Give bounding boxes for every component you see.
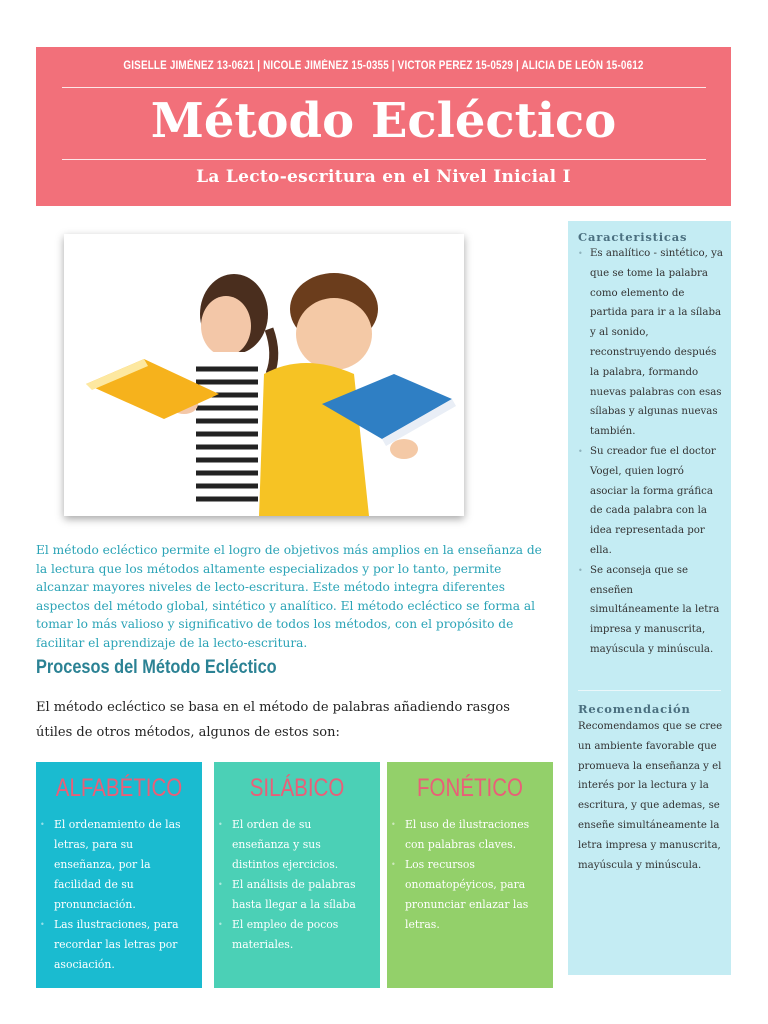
card-list (403, 815, 543, 935)
list-item: • El análisis de palabras hasta llegar a la sílaba (230, 875, 370, 915)
procesos-paragraph: El método ecléctico se basa en el método de palabras añadiendo rasgos útiles de otros métodos, algunos de estos son: (36, 700, 510, 740)
caracteristicas-heading: Caracteristicas (578, 230, 688, 244)
header-divider-top (62, 87, 706, 88)
card-title: FONÉTICO (417, 774, 523, 802)
card-fonetico (387, 762, 553, 988)
list-item: • Las ilustraciones, para recordar las letras por asociación. (52, 915, 192, 975)
boy-figure (259, 273, 456, 516)
list-item: • Se aconseja que se enseñen simultáneamente la letra impresa y manuscrita, mayúscula y minúscula. (578, 561, 724, 660)
recomendacion-text: Recomendamos que se cree un ambiente favorable que promueva la enseñanza y el interés por la lectura y la escritura, y que ademas, se enseñe simultáneamente la letra impresa y manuscrita, mayúscula y minúscula. (578, 721, 723, 871)
girl-figure (86, 274, 274, 502)
list-item: • Su creador fue el doctor Vogel, quien logró asociar la forma gráfica de cada palabra con la idea representada por ella. (578, 442, 724, 561)
card-list (230, 815, 370, 955)
card-alfabetico (36, 762, 202, 988)
card-title: ALFABÉTICO (55, 774, 183, 802)
card-silabico (214, 762, 380, 988)
procesos-heading: Procesos del Método Ecléctico (36, 657, 277, 678)
sidebar-divider (578, 690, 721, 691)
list-item: • El uso de ilustraciones con palabras claves. (403, 815, 543, 855)
caracteristicas-list (578, 244, 724, 660)
page-subtitle: La Lecto-escritura en el Nivel Inicial I (196, 167, 571, 187)
list-item: • El orden de su enseñanza y sus distintos ejercicios. (230, 815, 370, 875)
children-reading-photo (64, 234, 464, 516)
recomendacion-heading: Recomendación (578, 702, 691, 716)
page-title: Método Ecléctico (150, 93, 617, 149)
authors-line: GISELLE JIMÉNEZ 13-0621 | NICOLE JIMÉNEZ 15-0355 | VICTOR PEREZ 15-0529 | ALICIA DE LEÓN 15-0612 (123, 60, 644, 72)
list-item: • El ordenamiento de las letras, para su enseñanza, por la facilidad de su pronunciación. (52, 815, 192, 915)
card-title: SILÁBICO (249, 774, 345, 802)
list-item: • Es analítico - sintético, ya que se tome la palabra como elemento de partida para ir a la sílaba y al sonido, reconstruyendo después la palabra, formando nuevas palabras con esas sílabas y algunas nuevas también. (578, 244, 724, 442)
list-item: • Los recursos onomatopéyicos, para pronunciar enlazar las letras. (403, 855, 543, 935)
card-list (52, 815, 192, 975)
header-divider-bottom (62, 159, 706, 160)
intro-paragraph: El método ecléctico permite el logro de objetivos más amplios en la enseñanza de la lectura que los métodos altamente especializados y por lo tanto, permite alcanzar mayores niveles de lecto-escritura. Este método integra diferentes aspectos del método global, sintético y analítico. El método ecléctico se forma al tomar lo más valioso y significativo de todos los métodos, con el propósito de facilitar el aprendizaje de la lecto-escritura. (36, 543, 542, 650)
sidebar (568, 221, 731, 975)
list-item: • El empleo de pocos materiales. (230, 915, 370, 955)
header-banner (36, 47, 731, 206)
